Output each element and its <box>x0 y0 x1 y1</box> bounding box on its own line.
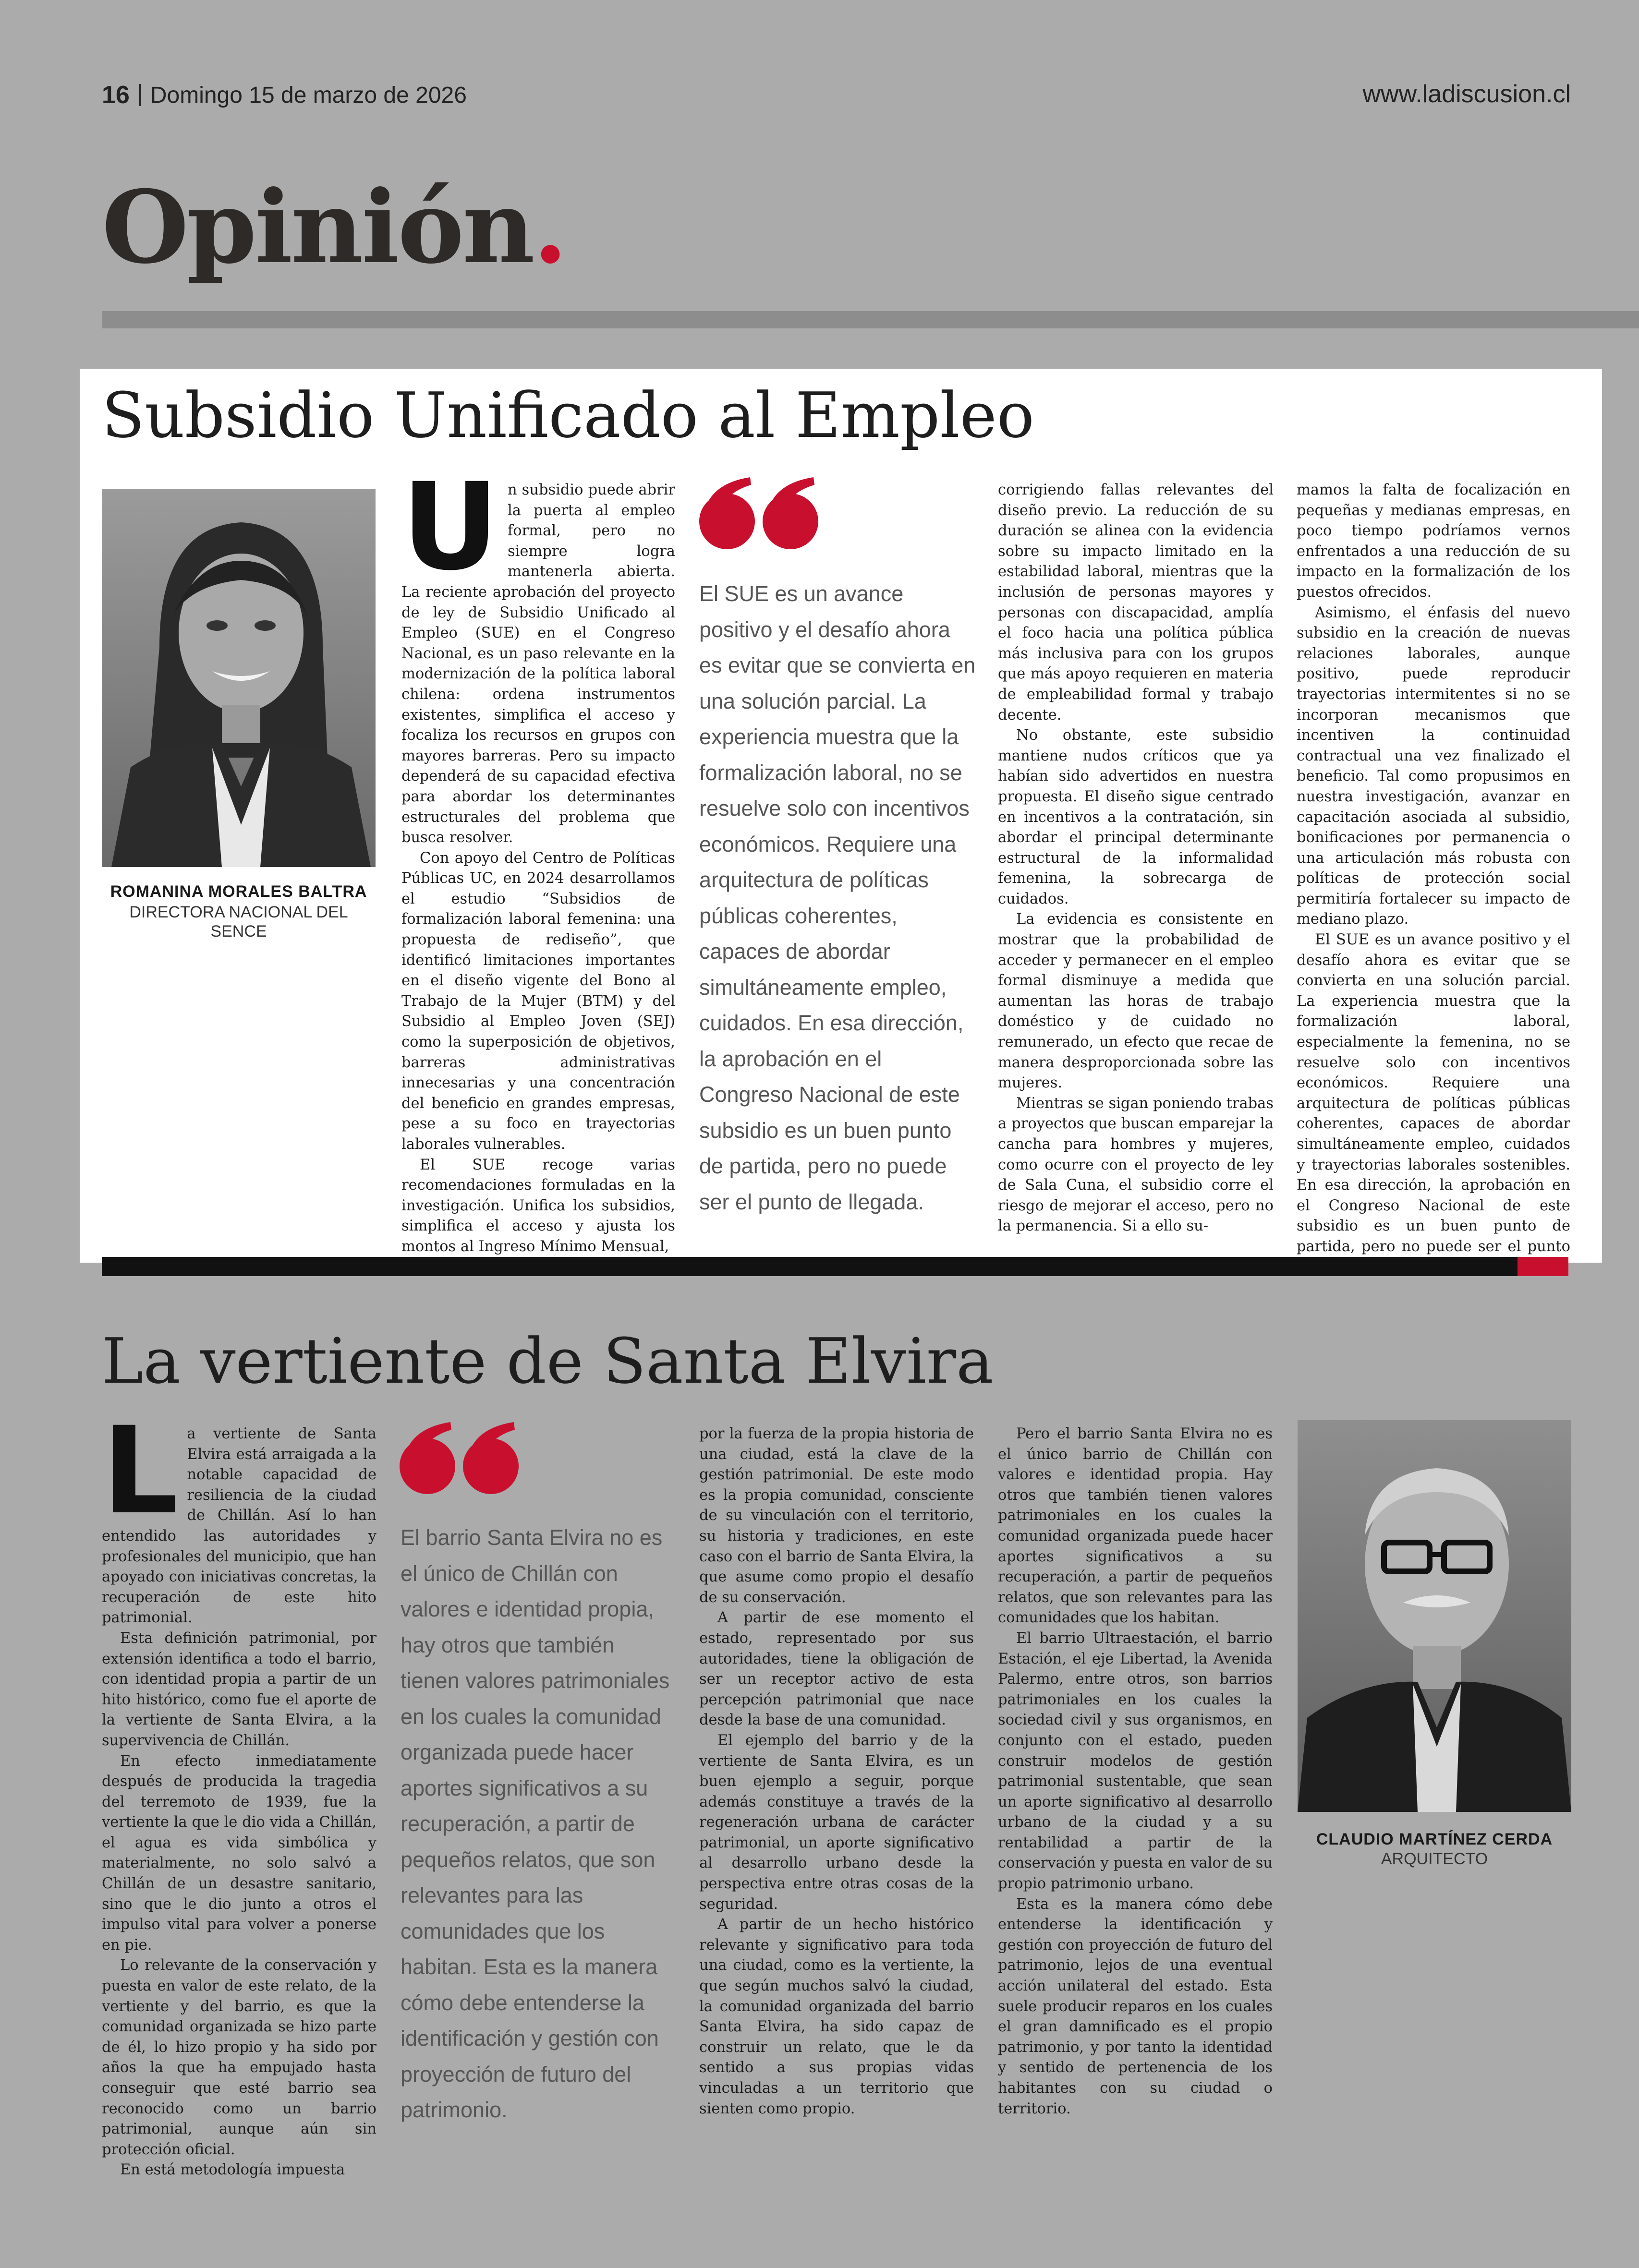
issue-date: Domingo 15 de marzo de 2026 <box>150 82 467 108</box>
article-1-column-4 <box>1297 480 1570 1278</box>
paragraph: En está metodología impuesta <box>120 2161 345 2179</box>
article-2-column-1 <box>102 1401 376 2181</box>
article-1-dropcap: U <box>401 457 499 597</box>
article-2-pullquote: El barrio Santa Elvira no es el único de Chillán con valores e identidad propia, hay otros que también tienen valores patrimoniales en los cuales la comunidad organizada puede hacer aportes significativos a su recuperación, a partir de pequeños relatos, que son relevantes para las comunidades que los habitan. Esta es la manera cómo debe entenderse la identificación y gestión con proyección de futuro del patrimonio. <box>401 1525 670 2122</box>
author-2-portrait <box>1298 1420 1571 1812</box>
author-1-photo <box>102 489 376 867</box>
paragraph: La evidencia es consistente en mostrar que la probabilidad de acceder y permanecer en el empleo formal disminuye a medida que aumentan las horas de trabajo doméstico y de cuidado no remunerado, un efecto que recae de manera desproporcionada sobre las mujeres. <box>998 911 1274 1092</box>
paragraph: Mientras se sigan poniendo trabas a proyectos que buscan emparejar la cancha para hombres y mujeres, como ocurre con el proyecto de ley de Sala Cuna, el subsidio corre el riesgo de mejorar el acceso, pero no la permanencia. Si a ello su- <box>998 1095 1274 1235</box>
article-2-headline: La vertiente de Santa Elvira <box>102 1325 994 1398</box>
paragraph: Pero el barrio Santa Elvira no es el único barrio de Chillán con valores e identidad propia. Hay otros que también tienen valores patrimoniales en los cuales la comunidad organizada puede hacer aportes significativos a su recuperación, a partir de pequeños relatos, que son relevantes para las comunidades que los habitan. <box>998 1425 1273 1627</box>
page-header <box>102 81 467 109</box>
author-2-name: CLAUDIO MARTÍNEZ CERDA <box>1316 1830 1553 1848</box>
paragraph: A partir de un hecho histórico relevante y significativo para toda una ciudad, como es la vertiente, la que según muchos salvó la ciudad, la comunidad organizada del barrio Santa Elvira, ha sido capaz de construir un relato, que le da sentido a sus propias vidas vinculadas a un territorio que sienten como propio. <box>699 1916 974 2117</box>
paragraph: mamos la falta de focalización en pequeñas y medianas empresas, en poco tiempo podríamos vernos enfrentados a una reducción de su impacto en la formalización de los puestos ofrecidos. <box>1297 482 1570 601</box>
author-1-role: DIRECTORA NACIONAL DEL SENCE <box>129 903 348 941</box>
header-divider <box>139 84 141 106</box>
paragraph: Lo relevante de la conservación y puesta en valor de este relato, de la vertiente y del barrio, es que la comunidad organizada se hizo parte de él, lo hizo propio y ha sido por años la que ha empujado hasta conseguir que esté barrio sea reconocido como un barrio patrimonial, aunque aún sin protección oficial. <box>102 1957 376 2158</box>
paragraph: No obstante, este subsidio mantiene nudos críticos que ya habían sido advertidos en nuestra propuesta. El diseño sigue centrado en incentivos a la contratación, sin abordar el principal determinante estructural de la informalidad femenina, la sobrecarga de cuidados. <box>998 727 1274 907</box>
paragraph: Asimismo, el énfasis del nuevo subsidio en la creación de nuevas relaciones laborales, aunque positivo, puede reproducir trayectorias intermitentes si no se incorporan mecanismos que incentiven la continuidad contractual una vez finalizado el beneficio. Tal como propusimos en nuestra investigación, avanzar en capacitación asociada al subsidio, bonificaciones por permanencia o una articulación más robusta con políticas de protección social permitiría fortalecer su impacto de mediano plazo. <box>1297 604 1570 928</box>
paragraph: El SUE es un avance positivo y el desafío ahora es evitar que se convierta en una solución parcial. La experiencia muestra que la formalización laboral, especialmente la femenina, no se resuelve solo con incentivos económicos. Requiere una arquitectura de políticas públicas coherentes, capaces de abordar simultáneamente empleo, cuidados y trayectorias laborales sostenibles. En esa dirección, la aprobación en el Congreso Nacional de este subsidio es un buen punto de partida, pero no puede ser el punto <box>1297 931 1570 1255</box>
section-title-dot: . <box>533 169 566 286</box>
paragraph: n subsidio puede abrir la puerta al empleo formal, pero no siempre logra mantenerla abierta. La reciente aprobación del proyecto de ley de Subsidio Unificado al Empleo (SUE) en el Congreso Nacional, es un paso relevante en la modernización de la política laboral chilena: ordena instrumentos existentes, simplifica el acceso y focaliza los recursos en grupos con mayores barreras. Pero su impacto dependerá de su capacidad efectiva para abordar los determinantes estructurales del problema que busca resolver. <box>401 482 675 846</box>
author-2-photo <box>1298 1420 1571 1812</box>
author-1-portrait <box>102 489 376 867</box>
paragraph: El ejemplo del barrio y de la vertiente de Santa Elvira, es un buen ejemplo a seguir, porque además constituye a través de la regeneración urbana de carácter patrimonial, un aporte significativo al desarrollo urbano desde la perspectiva entre otras cosas de la seguridad. <box>699 1732 974 1913</box>
paragraph: El barrio Ultraestación, el barrio Estación, el eje Libertad, la Avenida Palermo, entre otros, son barrios patrimoniales en los cuales la sociedad civil y sus organismos, en conjunto con el estado, pueden construir modelos de gestión patrimonial sustentable, que sean un aporte significativo al desarrollo urbano de la ciudad y a su rentabilidad a partir de la conservación y puesta en valor de su propio patrimonio urbano. <box>998 1629 1273 1893</box>
paragraph: Esta definición patrimonial, por extensión identifica a todo el barrio, con identidad propia a partir de un hito histórico, como fue el aporte de la vertiente de Santa Elvira, a la supervivencia de Chillán. <box>102 1629 376 1749</box>
quote-icon <box>398 1419 527 1496</box>
article-2-column-3 <box>699 1424 974 2119</box>
article-2-dropcap: L <box>102 1401 179 1541</box>
paragraph: a vertiente de Santa Elvira está arraigada a la notable capacidad de resiliencia de la ciudad de Chillán. Así lo han entendido las autoridades y profesionales del municipio, que han apoyado con iniciativas concretas, la recuperación de este hito patrimonial. <box>102 1425 376 1627</box>
article-1-column-3 <box>998 480 1274 1237</box>
section-title-text: Opinión <box>102 169 533 286</box>
paragraph: A partir de ese momento el estado, representado por sus autoridades, tiene la obligación de ser un receptor activo de esta percepción patrimonial que nace desde la base de una comunidad. <box>699 1609 974 1729</box>
section-title <box>102 169 566 286</box>
page-number: 16 <box>102 81 130 109</box>
article-1-pullquote: El SUE es un avance positivo y el desafío ahora es evitar que se convierta en una solución parcial. La experiencia muestra que la formalización laboral, no se resuelve solo con incentivos económicos. Requiere una arquitectura de políticas públicas coherentes, capaces de abordar simultáneamente empleo, cuidados. En esa dirección, la aprobación en el Congreso Nacional de este subsidio es un buen punto de partida, pero no puede ser el punto de llegada. <box>699 581 976 1214</box>
quote-icon <box>697 474 827 551</box>
paragraph: Con apoyo del Centro de Políticas Públicas UC, en 2024 desarrollamos el estudio “Subsidios de formalización laboral femenina: una propuesta de rediseño”, que identificó limitaciones importantes en el diseño vigente del Bono al Trabajo de la Mujer (BTM) y del Subsidio al Empleo Joven (SEJ) como la superposición de objetivos, barreras administrativas innecesarias y una concentración del beneficio en grandes empresas, pese a su foco en trayectorias laborales vulnerables. <box>401 849 675 1153</box>
paragraph: corrigiendo fallas relevantes del diseño previo. La reducción de su duración se alinea con la evidencia sobre su impacto limitado en la estabilidad laboral, mientras que la inclusión de personas mayores y personas con discapacidad, amplía el foco hacia una política pública más inclusiva para con los grupos que más apoyo requieren en materia de empleabilidad formal y trabajo decente. <box>998 482 1274 724</box>
paragraph: Esta es la manera cómo debe entenderse la identificación y gestión con proyección de futuro del patrimonio, lejos de una eventual acción unilateral del estado. Esta suele producir reparos en los cuales el gran damnificado es el propio patrimonio, y por tanto la identidad y sentido de pertenencia de los habitantes con su ciudad o territorio. <box>998 1895 1273 2117</box>
paragraph: El SUE recoge varias recomendaciones formuladas en la investigación. Unifica los subsidios, simplifica el acceso y ajusta los montos al Ingreso Mínimo Mensual, <box>401 1156 675 1255</box>
paragraph: En efecto inmediatamente después de producida la tragedia del terremoto de 1939, fue la vertiente la que le dio vida a Chillán, el agua es vida simbólica y materialmente, no solo salvó a Chillán de un desastre sanitario, sino que le dio junto a otros el impulso vital para volver a ponerse en pie. <box>102 1752 376 1954</box>
section-rule <box>102 311 1639 328</box>
article-2-column-4 <box>998 1424 1273 2119</box>
website-link[interactable]: www.ladiscusion.cl <box>1362 80 1571 108</box>
article-1-headline: Subsidio Unificado al Empleo <box>102 379 1034 452</box>
article-divider <box>102 1257 1518 1276</box>
paragraph: por la fuerza de la propia historia de una ciudad, está la clave de la gestión patrimonial. De este modo es la propia comunidad, consciente de su vinculación con el territorio, su historia y tradiciones, en este caso con el barrio de Santa Elvira, la que asume como propio el desafío de su conservación. <box>699 1425 974 1606</box>
article-divider-accent <box>1518 1257 1568 1276</box>
author-1-name: ROMANINA MORALES BALTRA <box>110 882 367 901</box>
article-1-column-1 <box>401 457 675 1257</box>
author-2-role: ARQUITECTO <box>1381 1850 1488 1868</box>
